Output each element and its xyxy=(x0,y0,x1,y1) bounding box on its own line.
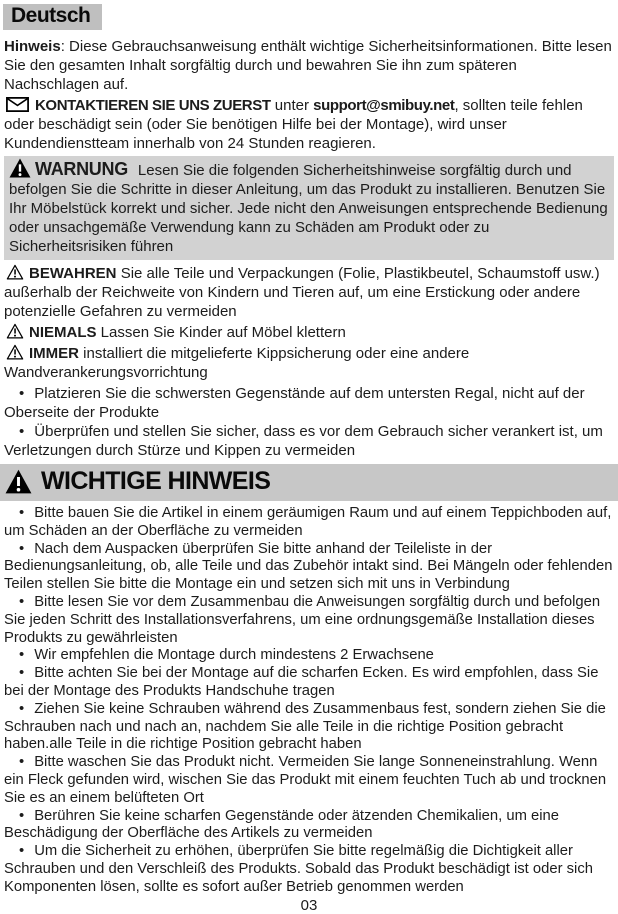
warning-triangle-outline-icon xyxy=(6,344,24,360)
wichtige-hinweis-header xyxy=(0,464,618,501)
contact-mid: unter xyxy=(270,97,314,114)
list-item xyxy=(4,541,614,594)
hinweis-label: Hinweis xyxy=(4,38,61,55)
caution-item-niemals xyxy=(4,323,614,342)
hinweis-paragraph xyxy=(4,37,614,94)
list-item xyxy=(4,384,614,422)
list-item-text: Bitte achten Sie bei der Montage auf die scharfen Ecken. Es wird empfohlen, dass Sie bei der Montage des Produkts Handschuhe tragen xyxy=(4,665,599,699)
caution-item-bewahren xyxy=(4,264,614,321)
list-item xyxy=(4,647,614,665)
list-item-text: Bitte lesen Sie vor dem Zusammenbau die Anweisungen sorgfältig durch und befolgen Sie jeden Schritt des Installationsverfahrens, um eine ordnungsgemäße Installation dieses Produkts zu gewährleisten xyxy=(4,593,601,646)
contact-email: support@smibuy.net xyxy=(313,97,455,114)
caution-label: IMMER xyxy=(29,345,79,362)
envelope-icon xyxy=(6,97,29,112)
caution-item-immer xyxy=(4,344,614,382)
warnung-text: Lesen Sie die folgenden Sicherheitshinweise sorgfältig durch und befolgen Sie die Schritte in dieser Anleitung, um das Produkt zu installieren. Benutzen Sie Ihr Möbelstück korrekt und sicher. Jede nicht den Anweisungen entsprechende Bedienung oder unsachgemäße Verwendung kann zu Schäden am Produkt oder zu Sicherheitsrisiken führen xyxy=(9,162,608,255)
warning-triangle-outline-icon xyxy=(6,323,24,339)
bullet-dot: • xyxy=(19,754,25,771)
list-item xyxy=(4,808,614,844)
wichtige-title: WICHTIGE HINWEIS xyxy=(41,467,271,495)
list-item-text: Bitte waschen Sie das Produkt nicht. Vermeiden Sie lange Sonneneinstrahlung. Wenn ein Fleck gefunden wird, wischen Sie das Produkt mit einem feuchten Tuch ab und trocknen Sie es an einem belüfteten Ort xyxy=(4,754,607,806)
contact-lead: KONTAKTIEREN SIE UNS ZUERST xyxy=(35,97,271,114)
caution-text: Sie alle Teile und Verpackungen (Folie, Plastikbeutel, Schaumstoff usw.) außerhalb der Reichweite von Kindern und Tieren auf, um eine Erstickung oder andere potenzielle Gefahren zu vermeiden xyxy=(4,265,600,320)
list-item-text: Bitte bauen Sie die Artikel in einem geräumigen Raum und auf einem Teppichboden auf, um Schäden an der Oberfläche zu vermeiden xyxy=(4,505,612,539)
list-item-text: Um die Sicherheit zu erhöhen, überprüfen Sie bitte regelmäßig die Dichtigkeit aller Schrauben und den Verschleiß des Produkts. Sobald das Produkt beschädigt ist oder sich Komponenten lösen, sollte es sofort außer Betrieb genommen werden xyxy=(4,843,593,895)
caution-label: NIEMALS xyxy=(29,324,97,341)
warning-triangle-icon xyxy=(5,469,32,494)
list-item-text: Wir empfehlen die Montage durch mindestens 2 Erwachsene xyxy=(34,647,434,664)
hinweis-text: Diese Gebrauchsanweisung enthält wichtige Sicherheitsinformationen. Bitte lesen Sie den gesamten Inhalt sorgfältig durch und bewahren Sie ihn zum späteren Nachschlagen auf. xyxy=(4,38,612,93)
language-badge: Deutsch xyxy=(3,4,102,30)
caution-text: installiert die mitgelieferte Kippsicherung oder eine andere Wandverankerungsvorrichtung xyxy=(4,345,470,381)
list-item xyxy=(4,843,614,896)
list-item-text: Berühren Sie keine scharfen Gegenstände oder ätzenden Chemikalien, um eine Beschädigung der Oberfläche des Artikels zu vermeiden xyxy=(4,807,559,842)
list-item xyxy=(4,594,614,647)
bullet-dot: • xyxy=(19,540,25,557)
list-item-text: Ziehen Sie keine Schrauben während des Zusammenbaus fest, sondern ziehen Sie die Schrauben nach und nach an, nachdem Sie alle Teile in die richtige Position gebracht haben.alle Teile in die richtige Position gebracht haben xyxy=(4,700,606,753)
caution-text: Lassen Sie Kinder auf Möbel klettern xyxy=(100,324,346,341)
bullet-dot: • xyxy=(19,505,25,521)
warnung-label: WARNUNG xyxy=(35,159,128,179)
bullet-dot: • xyxy=(19,843,25,860)
contact-rest: , sollten teile fehlen oder beschädigt sein (oder Sie benötigen Hilfe bei der Montage), wird unser Kundendienstteam innerhalb von 24 Stunden reagieren. xyxy=(4,97,583,152)
list-item xyxy=(4,754,614,807)
bullet-dot: • xyxy=(19,700,25,717)
page-number: 03 xyxy=(300,896,318,914)
page-content xyxy=(0,37,618,460)
warnung-block xyxy=(4,156,614,260)
list-item-text: Nach dem Auspacken überprüfen Sie bitte anhand der Teileliste in der Bedienungsanleitung, ob, alle Teile und das Zubehör intakt sind. Bei Mängeln oder fehlenden Teilen stellen Sie bitte die Montage ein und setzen sich mit uns in Verbindung xyxy=(4,540,613,593)
list-item xyxy=(4,422,614,460)
list-item-text: Platzieren Sie die schwersten Gegenstände auf dem untersten Regal, nicht auf der Oberseite der Produkte xyxy=(4,385,585,421)
list-item-text: Überprüfen und stellen Sie sicher, dass es vor dem Gebrauch sicher verankert ist, um Verletzungen durch Stürze und Kippen zu vermeiden xyxy=(4,423,603,459)
caution-label: BEWAHREN xyxy=(29,265,117,282)
warning-triangle-icon xyxy=(9,158,31,178)
list-item xyxy=(4,701,614,754)
hinweis-colon: : xyxy=(60,38,70,55)
list-item xyxy=(4,505,614,541)
wichtige-section xyxy=(0,505,618,897)
contact-paragraph xyxy=(4,96,614,153)
bullet-dot: • xyxy=(19,647,25,664)
bullet-dot: • xyxy=(19,665,25,682)
bullet-dot: • xyxy=(19,807,25,824)
bullet-dot: • xyxy=(19,385,25,402)
bullet-dot: • xyxy=(19,423,25,440)
list-item xyxy=(4,665,614,701)
warning-triangle-outline-icon xyxy=(6,264,24,280)
bullet-dot: • xyxy=(19,593,25,610)
